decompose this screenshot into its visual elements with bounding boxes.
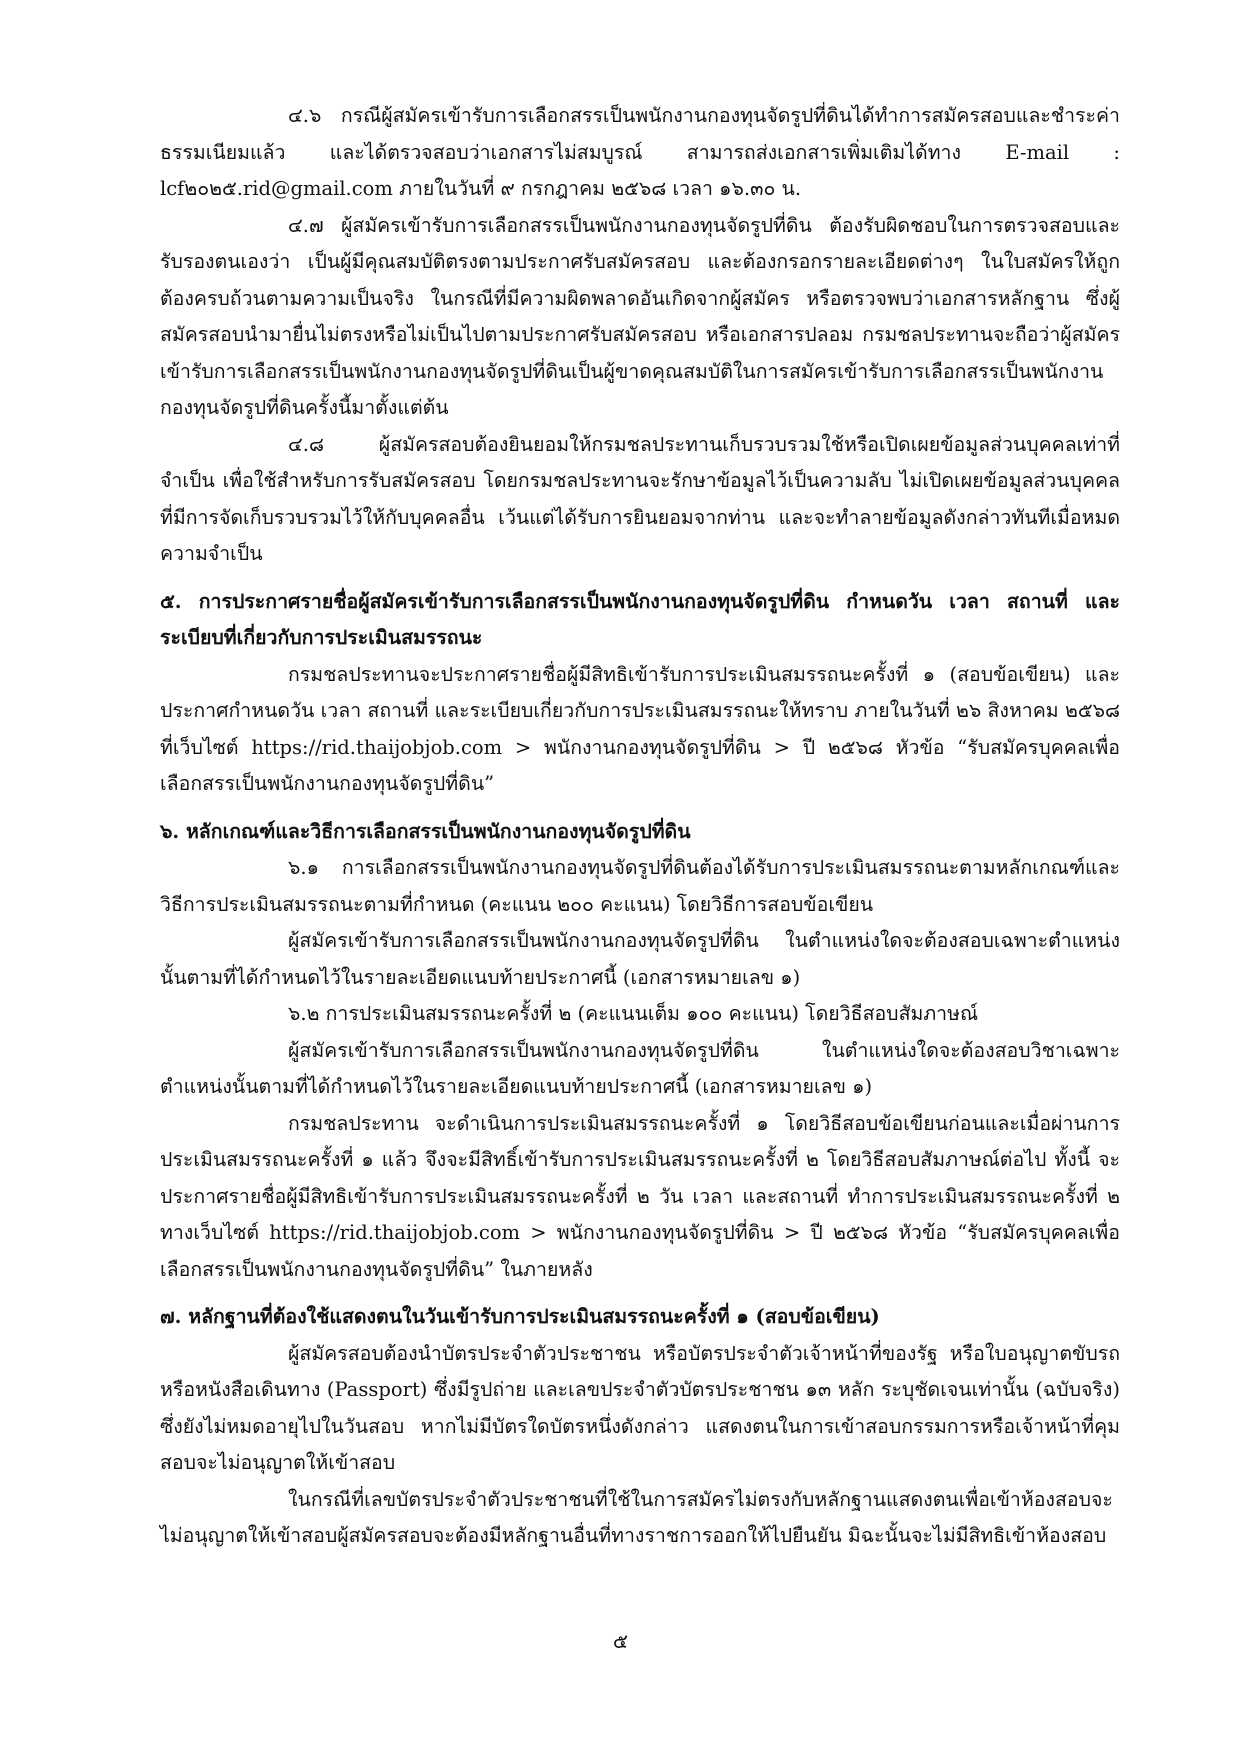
paragraph-7-id: ผู้สมัครสอบต้องนำบัตรประจำตัวประชาชน หรือบัตรประจำตัวเจ้าหน้าที่ของรัฐ หรือใบอนุญาตขับรถหรือหนังสือเดินทาง (Passport) ซึ่งมีรูปถ่าย และเลขประจำตัวบัตรประชาชน ๑๓ หลัก ระบุชัดเจนเท่านั้น (ฉบับจริง) ซึ่งยังไม่หมดอายุไปในวันสอบ หากไม่มีบัตรใดบัตรหนึ่งดังกล่าว แสดงตนในการเข้าสอบกรรมการหรือเจ้าหน้าที่คุมสอบจะไม่อนุญาตให้เข้าสอบ	[160, 1341, 1120, 1474]
section-heading-5: ๕. การประกาศรายชื่อผู้สมัครเข้ารับการเลือกสรรเป็นพนักงานกองทุนจัดรูปที่ดิน กำหนดวัน เวลา สถานที่ และระเบียบที่เกี่ยวกับการประเมินสมรรถนะ	[160, 589, 1120, 649]
paragraph-6-2: ๖.๒ การประเมินสมรรถนะครั้งที่ ๒ (คะแนนเต็ม ๑๐๐ คะแนน) โดยวิธีสอบสัมภาษณ์	[288, 1002, 979, 1025]
page-number: ๕	[612, 1629, 629, 1653]
paragraph-6-1: ๖.๑ การเลือกสรรเป็นพนักงานกองทุนจัดรูปที่ดินต้องได้รับการประเมินสมรรถนะตามหลักเกณฑ์และวิธีการประเมินสมรรถนะตามที่กำหนด (คะแนน ๒๐๐ คะแนน) โดยวิธีการสอบข้อเขียน	[160, 856, 1120, 916]
paragraph-4-8: ๔.๘ ผู้สมัครสอบต้องยินยอมให้กรมชลประทานเก็บรวบรวมใช้หรือเปิดเผยข้อมูลส่วนบุคคลเท่าที่จำเป็น เพื่อใช้สำหรับการรับสมัครสอบ โดยกรมชลประทานจะรักษาข้อมูลไว้เป็นความลับ ไม่เปิดเผยข้อมูลส่วนบุคคลที่มีการจัดเก็บรวบรวมไว้ให้กับบุคคลอื่น เว้นแต่ได้รับการยินยอมจากท่าน และจะทำลายข้อมูลดังกล่าวทันทีเมื่อหมดความจำเป็น	[160, 432, 1120, 565]
paragraph-6-2-detail: ผู้สมัครเข้ารับการเลือกสรรเป็นพนักงานกองทุนจัดรูปที่ดิน ในตำแหน่งใดจะต้องสอบวิชาเฉพาะตำแหน่งนั้นตามที่ได้กำหนดไว้ในรายละเอียดแนบท้ายประกาศนี้ (เอกสารหมายเลข ๑)	[160, 1038, 1120, 1098]
paragraph-5-body: กรมชลประทานจะประกาศรายชื่อผู้มีสิทธิเข้ารับการประเมินสมรรถนะครั้งที่ ๑ (สอบข้อเขียน) และประกาศกำหนดวัน เวลา สถานที่ และระเบียบเกี่ยวกับการประเมินสมรรถนะให้ทราบ ภายในวันที่ ๒๖ สิงหาคม ๒๕๖๘ ที่เว็บไซต์ https://rid.thaijobjob.com > พนักงานกองทุนจัดรูปที่ดิน > ปี ๒๕๖๘ หัวข้อ “รับสมัครบุคคลเพื่อเลือกสรรเป็นพนักงานกองทุนจัดรูปที่ดิน”	[160, 662, 1120, 795]
paragraph-4-6: ๔.๖ กรณีผู้สมัครเข้ารับการเลือกสรรเป็นพนักงานกองทุนจัดรูปที่ดินได้ทำการสมัครสอบและชำระค่าธรรมเนียมแล้ว และได้ตรวจสอบว่าเอกสารไม่สมบูรณ์ สามารถส่งเอกสารเพิ่มเติมได้ทาง E-mail : lcf๒๐๒๕.rid@gmail.com ภายในวันที่ ๙ กรกฎาคม ๒๕๖๘ เวลา ๑๖.๓๐ น.	[160, 104, 1120, 200]
paragraph-6-1-detail: ผู้สมัครเข้ารับการเลือกสรรเป็นพนักงานกองทุนจัดรูปที่ดิน ในตำแหน่งใดจะต้องสอบเฉพาะตำแหน่งนั้นตามที่ได้กำหนดไว้ในรายละเอียดแนบท้ายประกาศนี้ (เอกสารหมายเลข ๑)	[160, 929, 1120, 989]
document-body	[160, 98, 1120, 1555]
paragraph-6-process: กรมชลประทาน จะดำเนินการประเมินสมรรถนะครั้งที่ ๑ โดยวิธีสอบข้อเขียนก่อนและเมื่อผ่านการประเมินสมรรถนะครั้งที่ ๑ แล้ว จึงจะมีสิทธิ์เข้ารับการประเมินสมรรถนะครั้งที่ ๒ โดยวิธีสอบสัมภาษณ์ต่อไป ทั้งนี้ จะประกาศรายชื่อผู้มีสิทธิเข้ารับการประเมินสมรรถนะครั้งที่ ๒ วัน เวลา และสถานที่ ทำการประเมินสมรรถนะครั้งที่ ๒ ทางเว็บไซต์ https://rid.thaijobjob.com > พนักงานกองทุนจัดรูปที่ดิน > ปี ๒๕๖๘ หัวข้อ “รับสมัครบุคคลเพื่อเลือกสรรเป็นพนักงานกองทุนจัดรูปที่ดิน” ในภายหลัง	[160, 1111, 1120, 1281]
section-heading-6: ๖. หลักเกณฑ์และวิธีการเลือกสรรเป็นพนักงานกองทุนจัดรูปที่ดิน	[160, 819, 691, 843]
paragraph-4-7: ๔.๗ ผู้สมัครเข้ารับการเลือกสรรเป็นพนักงานกองทุนจัดรูปที่ดิน ต้องรับผิดชอบในการตรวจสอบและรับรองตนเองว่า เป็นผู้มีคุณสมบัติตรงตามประกาศรับสมัครสอบ และต้องกรอกรายละเอียดต่างๆ ในใบสมัครให้ถูกต้องครบถ้วนตามความเป็นจริง ในกรณีที่มีความผิดพลาดอันเกิดจากผู้สมัคร หรือตรวจพบว่าเอกสารหลักฐาน ซึ่งผู้สมัครสอบนำมายื่นไม่ตรงหรือไม่เป็นไปตามประกาศรับสมัครสอบ หรือเอกสารปลอม กรมชลประทานจะถือว่าผู้สมัครเข้ารับการเลือกสรรเป็นพนักงานกองทุนจัดรูปที่ดินเป็นผู้ขาดคุณสมบัติในการสมัครเข้ารับการเลือกสรรเป็นพนักงานกองทุนจัดรูปที่ดินครั้งนี้มาตั้งแต่ต้น	[160, 213, 1120, 419]
paragraph-7-mismatch: ในกรณีที่เลขบัตรประจำตัวประชาชนที่ใช้ในการสมัครไม่ตรงกับหลักฐานแสดงตนเพื่อเข้าห้องสอบจะไม่อนุญาตให้เข้าสอบผู้สมัครสอบจะต้องมีหลักฐานอื่นที่ทางราชการออกให้ไปยืนยัน มิฉะนั้นจะไม่มีสิทธิเข้าห้องสอบ	[160, 1487, 1113, 1547]
section-heading-7: ๗. หลักฐานที่ต้องใช้แสดงตนในวันเข้ารับการประเมินสมรรถนะครั้งที่ ๑ (สอบข้อเขียน)	[160, 1305, 880, 1328]
